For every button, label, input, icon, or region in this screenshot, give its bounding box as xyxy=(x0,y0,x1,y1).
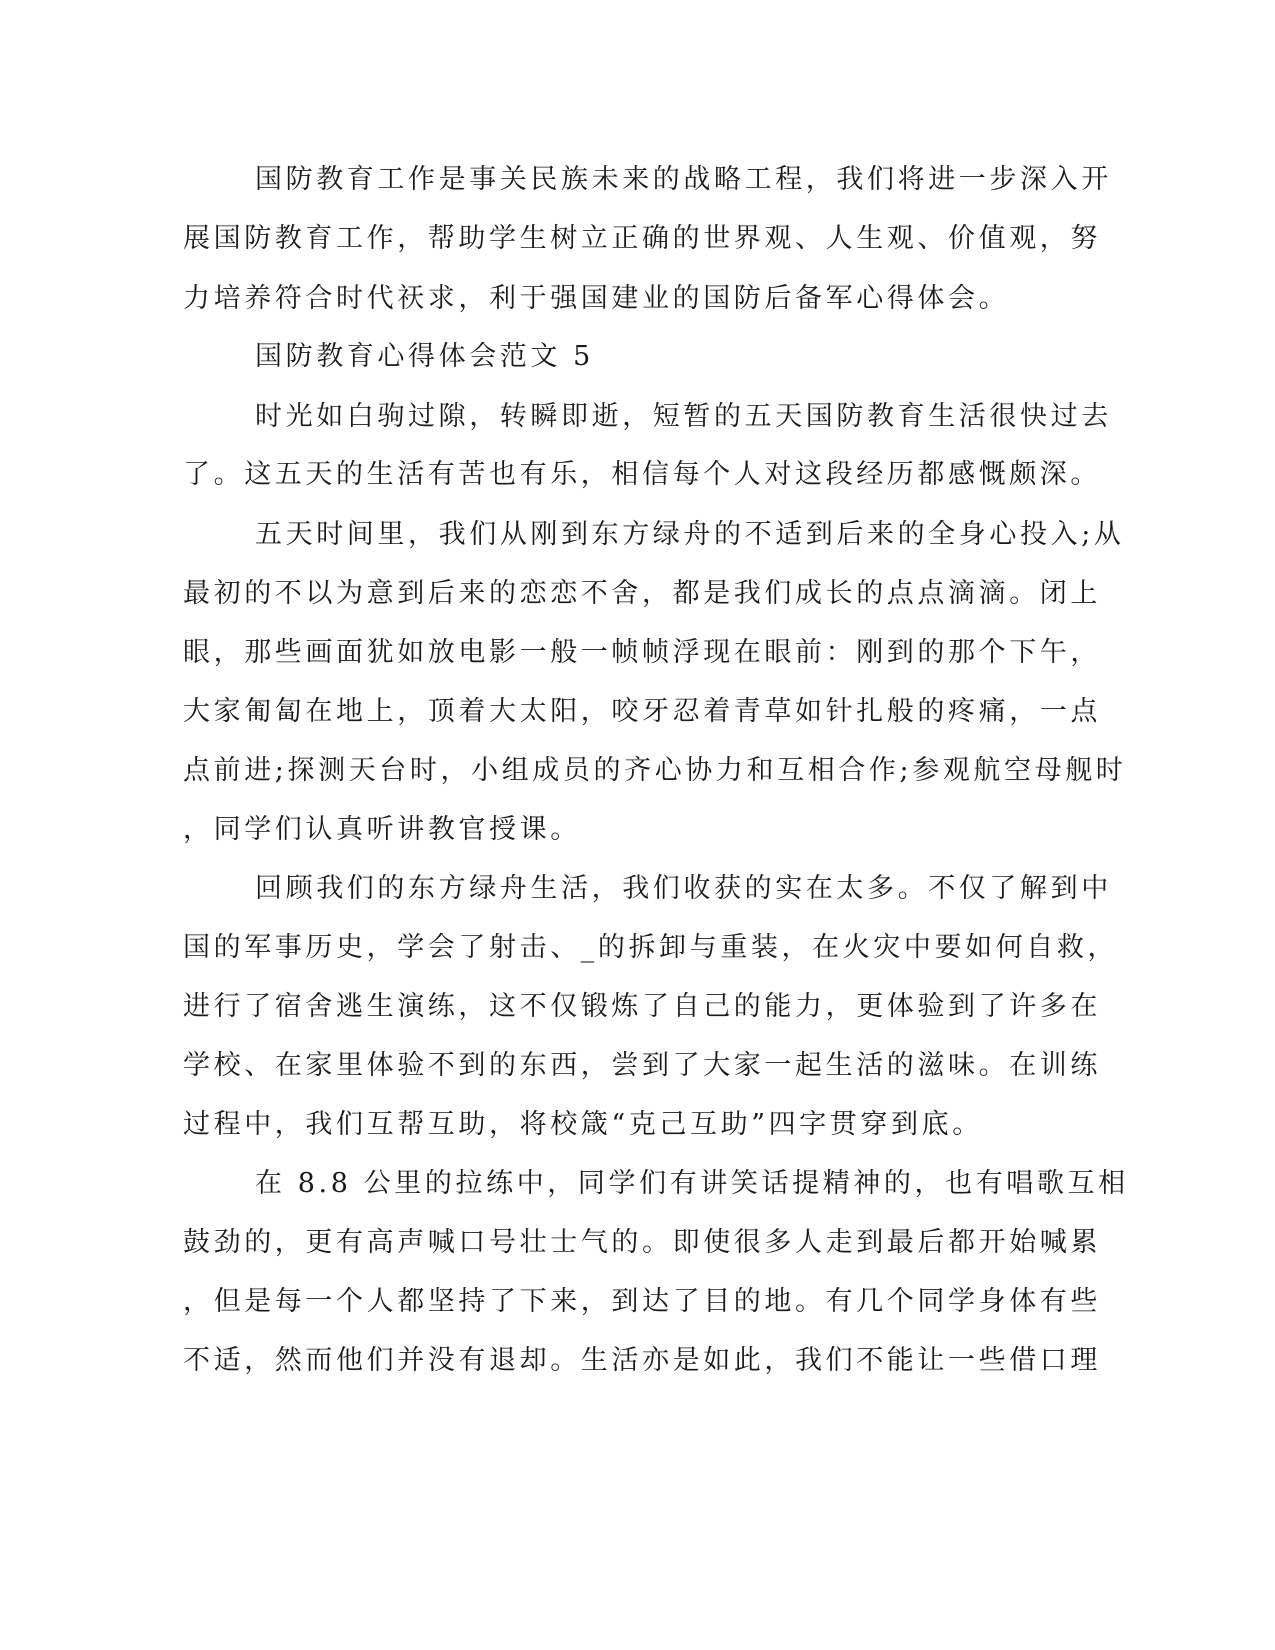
text-line: 最初的不以为意到后来的恋恋不舍，都是我们成长的点点滴滴。闭上 xyxy=(183,578,1101,609)
text-line: 过程中，我们互帮互助，将校箴“克己互助”四字贯穿到底。 xyxy=(183,1109,983,1140)
text-line: 力培养符合时代祆求，利于强国建业的国防后备军心得体会。 xyxy=(183,283,1010,314)
text-line: 五天时间里，我们从刚到东方绿舟的不适到后来的全身心投入;从 xyxy=(255,519,1125,550)
text-line: 展国防教育工作，帮助学生树立正确的世界观、人生观、价值观，努 xyxy=(183,223,1101,254)
text-line: 了。这五天的生活有苦也有乐，相信每个人对这段经历都感慨颇深。 xyxy=(183,459,1101,490)
text-line: ，但是每一个人都坚持了下来，到达了目的地。有几个同学身体有些 xyxy=(183,1286,1101,1317)
text-line: 鼓劲的，更有高声喊口号壮士气的。即使很多人走到最后都开始喊累 xyxy=(183,1227,1101,1258)
text-line: 国防教育工作是事关民族未来的战略工程，我们将进一步深入开 xyxy=(255,164,1112,195)
section-heading: 国防教育心得体会范文 5 xyxy=(255,341,594,372)
text-line: 国的军事历史，学会了射击、_的拆卸与重装，在火灾中要如何自救， xyxy=(183,932,1119,963)
text-line: 学校、在家里体验不到的东西，尝到了大家一起生活的滋味。在训练 xyxy=(183,1050,1101,1081)
text-line: ，同学们认真听讲教官授课。 xyxy=(183,814,581,845)
text-line: 在 8.8 公里的拉练中，同学们有讲笑话提精神的，也有唱歌互相 xyxy=(255,1168,1129,1199)
text-line: 眼，那些画面犹如放电影一般一帧帧浮现在眼前：刚到的那个下午， xyxy=(183,637,1101,668)
text-line: 大家匍匐在地上，顶着大太阳，咬牙忍着青草如针扎般的疼痛，一点 xyxy=(183,696,1101,727)
text-line: 进行了宿舍逃生演练，这不仅锻炼了自己的能力，更体验到了许多在 xyxy=(183,991,1101,1022)
text-line: 时光如白驹过隙，转瞬即逝，短暂的五天国防教育生活很快过去 xyxy=(255,401,1112,432)
text-line: 回顾我们的东方绿舟生活，我们收获的实在太多。不仅了解到中 xyxy=(255,873,1112,904)
text-line: 点前进;探测天台时，小组成员的齐心协力和互相合作;参观航空母舰时 xyxy=(183,755,1127,786)
text-line: 不适，然而他们并没有退却。生活亦是如此，我们不能让一些借口理 xyxy=(183,1345,1101,1376)
